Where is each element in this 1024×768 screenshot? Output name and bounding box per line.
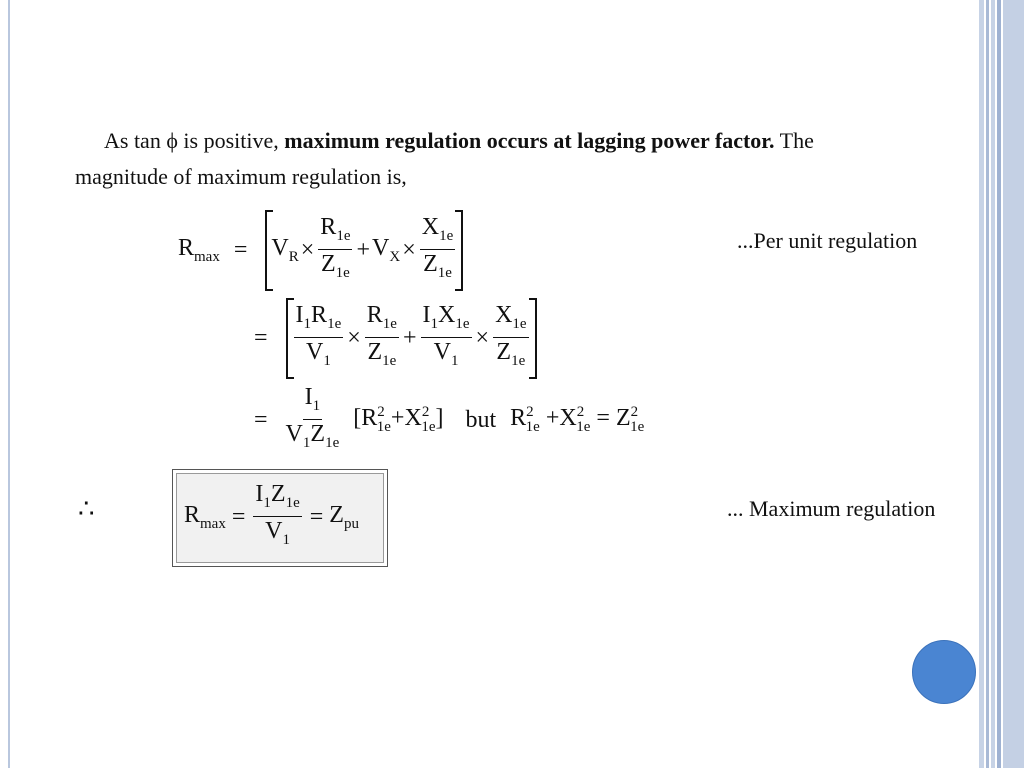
intro-text: As tan ϕ is positive, (104, 128, 285, 153)
right-stripe (979, 0, 984, 768)
right-stripe (991, 0, 995, 768)
plus-operator: + (356, 236, 371, 263)
fraction: $\frac{R_{1e}}{Z_{1e}}$ (320, 214, 351, 281)
rhs-term: $Z_{pu}$ (329, 501, 359, 532)
times-operator: × (402, 236, 416, 263)
times-operator: × (475, 324, 490, 351)
term: $V_X$ (372, 234, 401, 265)
equation-1 (178, 210, 467, 291)
equals-sign: = (233, 236, 248, 263)
right-stripe (997, 0, 1001, 768)
intro-line-1 (75, 123, 945, 159)
fraction: $\frac{I_1}{V_1Z_{1e}}$ (285, 384, 340, 451)
maximum-regulation-note: ... Maximum regulation (727, 496, 936, 521)
fraction: $\frac{X_{1e}}{Z_{1e}}$ (495, 302, 527, 369)
times-operator: × (300, 236, 315, 263)
bracket-sum: $[R^2_{1e}+X^2_{1e}]$ (353, 404, 444, 436)
fraction: $\frac{I_1R_{1e}}{V_1}$ (295, 302, 342, 369)
equals-sign: = (254, 324, 268, 351)
fraction: $\frac{I_1X_{1e}}{V_1}$ (422, 302, 470, 369)
fraction: $\frac{I_1Z_{1e}}{V_1}$ (255, 481, 300, 548)
right-stripe (986, 0, 989, 768)
bracket-group (265, 210, 463, 291)
intro-paragraph (75, 123, 945, 195)
identity: $R^2_{1e} +X^2_{1e} = Z^2_{1e}$ (510, 404, 645, 436)
fraction: $\frac{X_{1e}}{Z_{1e}}$ (421, 214, 454, 281)
but-word: but (465, 406, 497, 433)
per-unit-note: ...Per unit regulation (737, 228, 918, 253)
bracket-group (286, 298, 537, 379)
equation-2 (240, 298, 541, 379)
equation-3 (240, 384, 644, 457)
plus-operator: + (402, 324, 417, 351)
fraction: $\frac{R_{1e}}{Z_{1e}}$ (366, 302, 397, 369)
equation-4: $R_{max}$ = $\frac{I_1Z_{1e}}{V_1}$ = $Z_{pu}$ (184, 481, 359, 554)
intro-line-2: magnitude of maximum regulation is, (75, 164, 407, 189)
term: $V_R$ (271, 234, 299, 265)
circle-decoration (912, 640, 976, 704)
lhs-term: $R_{max}$ (178, 234, 220, 265)
right-side-bar (1003, 0, 1024, 768)
equals-sign: = (231, 503, 246, 530)
intro-bold-text: maximum regulation occurs at lagging power factor. (284, 128, 775, 153)
intro-text-end: The (774, 128, 814, 153)
therefore-symbol: ∴ (78, 494, 95, 523)
times-operator: × (347, 324, 361, 351)
lhs-term: $R_{max}$ (184, 501, 226, 532)
equals-sign: = (254, 406, 268, 433)
